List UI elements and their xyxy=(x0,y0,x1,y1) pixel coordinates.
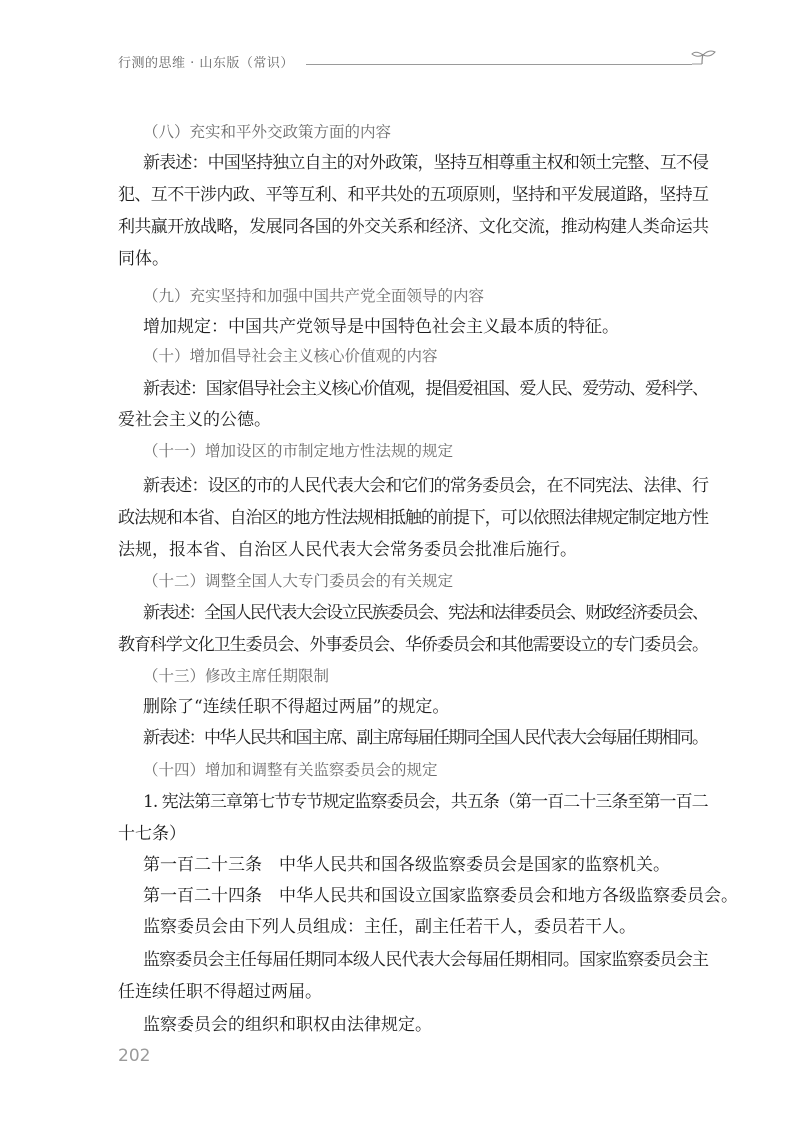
body-line: 教育科学文化卫生委员会、外事委员会、华侨委员会和其他需要设立的专门委员会。 xyxy=(118,635,708,655)
body-line: 十七条） xyxy=(118,824,186,844)
body-line: 第一百二十三条 中华人民共和国各级监察委员会是国家的监察机关。 xyxy=(143,855,670,875)
body-line: 增加规定：中国共产党领导是中国特色社会主义最本质的特征。 xyxy=(143,317,619,337)
body-line: 新表述：中华人民共和国主席、副主席每届任期同全国人民代表大会每届任期相同。 xyxy=(143,728,708,748)
section-heading: （十四）增加和调整有关监察委员会的规定 xyxy=(143,761,438,779)
header-title: 行测的思维 · 山东版（常识） xyxy=(118,56,294,71)
body-line: 1. 宪法第三章第七节专节规定监察委员会，共五条（第一百二十三条至第一百二 xyxy=(143,792,708,812)
body-line: 犯、互不干涉内政、平等互利、和平共处的五项原则，坚持和平发展道路，坚持互 xyxy=(118,185,709,205)
body-line: 同体。 xyxy=(118,249,169,269)
body-line: 爱社会主义的公德。 xyxy=(118,410,271,430)
section-heading: （十）增加倡导社会主义核心价值观的内容 xyxy=(143,347,438,365)
running-header xyxy=(118,48,718,78)
body-line: 新表述：设区的市的人民代表大会和它们的常务委员会，在不同宪法、法律、行 xyxy=(143,476,709,496)
body-line: 法规，报本省、自治区人民代表大会常务委员会批准后施行。 xyxy=(118,540,577,560)
section-heading: （八）充实和平外交政策方面的内容 xyxy=(143,123,392,141)
body-line: 新表述：中国坚持独立自主的对外政策，坚持互相尊重主权和领土完整、互不侵 xyxy=(143,153,709,173)
body-line: 第一百二十四条 中华人民共和国设立国家监察委员会和地方各级监察委员会。 xyxy=(143,886,738,906)
body-line: 利共赢开放战略，发展同各国的外交关系和经济、文化交流，推动构建人类命运共 xyxy=(118,217,709,237)
body-line: 删除了“连续任职不得超过两届”的规定。 xyxy=(143,697,450,717)
body-line: 任连续任职不得超过两届。 xyxy=(118,982,322,1002)
body-line: 监察委员会主任每届任期同本级人民代表大会每届任期相同。国家监察委员会主 xyxy=(143,950,709,970)
header-rule xyxy=(306,64,692,65)
section-heading: （九）充实坚持和加强中国共产党全面领导的内容 xyxy=(143,287,485,305)
page-number: 202 xyxy=(118,1046,151,1066)
body-line: 政法规和本省、自治区的地方性法规相抵触的前提下，可以依照法律规定制定地方性 xyxy=(118,508,708,528)
body-line: 监察委员会的组织和职权由法律规定。 xyxy=(143,1015,432,1035)
section-heading: （十一）增加设区的市制定地方性法规的规定 xyxy=(143,442,454,460)
body-line: 新表述：全国人民代表大会设立民族委员会、宪法和法律委员会、财政经济委员会、 xyxy=(143,603,708,623)
body-line: 新表述：国家倡导社会主义核心价值观，提倡爱祖国、爱人民、爱劳动、爱科学、 xyxy=(143,379,708,399)
sprout-icon xyxy=(688,48,718,72)
body-line: 监察委员会由下列人员组成：主任，副主任若干人，委员若干人。 xyxy=(143,917,636,937)
section-heading: （十二）调整全国人大专门委员会的有关规定 xyxy=(143,572,454,590)
section-heading: （十三）修改主席任期限制 xyxy=(143,667,330,685)
